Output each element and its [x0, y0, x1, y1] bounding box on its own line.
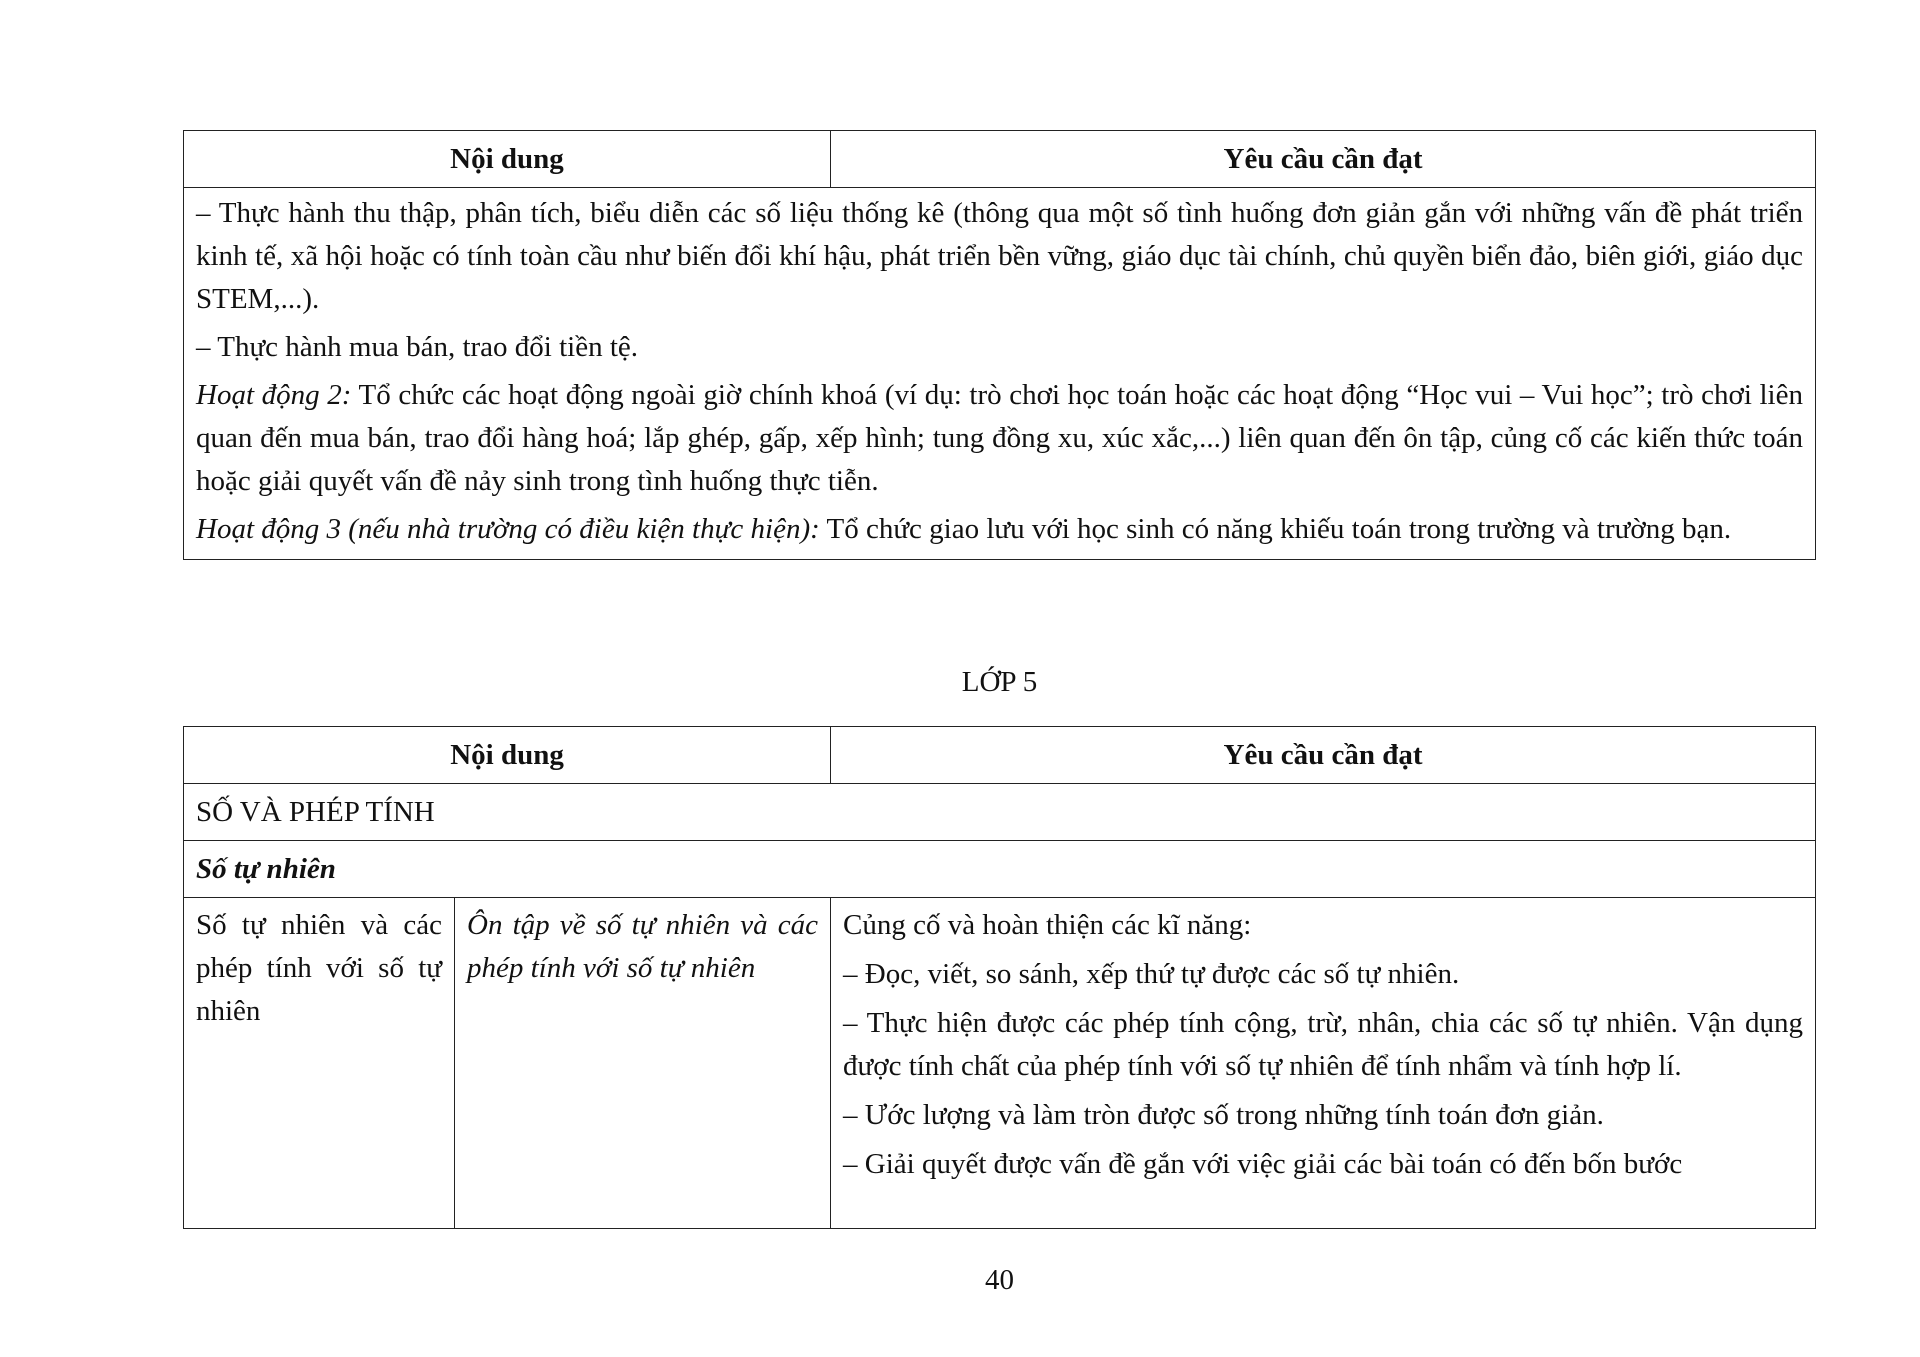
practice-trade-item: – Thực hành mua bán, trao đổi tiền tệ.: [196, 331, 639, 363]
activity-3-text: Tổ chức giao lưu với học sinh có năng khiếu toán trong trường và trường bạn.: [819, 513, 1732, 545]
practice-statistics-item: – Thực hành thu thập, phân tích, biểu diễn các số liệu thống kê (thông qua một số tình huống đơn giản gắn với những vấn đề phát triển kinh tế, xã hội hoặc có tính toàn cầu như biến đổi khí hậu, phát triển bền vững, giáo dục tài chính, chủ quyền biển đảo, biên giới, giáo dục STEM,...).: [196, 197, 1803, 315]
subsection-title: Số tự nhiên: [184, 841, 1816, 898]
activity-2: [196, 374, 1803, 503]
table-grade-4-continuation: [183, 130, 1816, 560]
table-row: [184, 898, 1816, 1229]
activity-3-label: Hoạt động 3 (nếu nhà trường có điều kiện thực hiện):: [196, 513, 820, 545]
requirement-item: – Đọc, viết, so sánh, xếp thứ tự được các số tự nhiên.: [843, 958, 1460, 990]
activity-2-label: Hoạt động 2:: [196, 379, 352, 411]
grade-title: LỚP 5: [961, 666, 1038, 698]
table-grade-5: [183, 726, 1816, 1229]
activities-cell: [184, 188, 1816, 560]
table-header-row: [184, 727, 1816, 784]
topic-text: Số tự nhiên và các phép tính với số tự nhiên: [196, 909, 442, 1027]
subtopic-cell: [455, 898, 831, 1229]
page-number: 40: [985, 1264, 1014, 1296]
table-row: [184, 188, 1816, 560]
table-row: [184, 841, 1816, 898]
table-header-row: [184, 131, 1816, 188]
activity-3: [196, 508, 1803, 551]
section-title: SỐ VÀ PHÉP TÍNH: [184, 784, 1816, 841]
subtopic-text: Ôn tập về số tự nhiên và các phép tính với số tự nhiên: [467, 909, 819, 984]
table-row: [184, 784, 1816, 841]
requirements-cell: [831, 898, 1816, 1229]
header-requirements: Yêu cầu cần đạt: [831, 727, 1816, 784]
activity-2-text: Tổ chức các hoạt động ngoài giờ chính khoá (ví dụ: trò chơi học toán hoặc các hoạt động “Học vui – Vui học”; trò chơi liên quan đến mua bán, trao đổi hàng hoá; lắp ghép, gấp, xếp hình; tung đồng xu, xúc xắc,...) liên quan đến ôn tập, củng cố các kiến thức toán hoặc giải quyết vấn đề nảy sinh trong tình huống thực tiễn.: [196, 379, 1803, 497]
requirement-intro: Củng cố và hoàn thiện các kĩ năng:: [843, 909, 1252, 941]
requirement-item: – Ước lượng và làm tròn được số trong những tính toán đơn giản.: [843, 1099, 1604, 1131]
requirement-item: – Thực hiện được các phép tính cộng, trừ, nhân, chia các số tự nhiên. Vận dụng được tính chất của phép tính với số tự nhiên để tính nhẩm và tính hợp lí.: [843, 1007, 1804, 1082]
topic-cell: [184, 898, 455, 1229]
header-content: Nội dung: [184, 727, 831, 784]
header-content: Nội dung: [184, 131, 831, 188]
header-requirements: Yêu cầu cần đạt: [831, 131, 1816, 188]
requirement-item: – Giải quyết được vấn đề gắn với việc giải các bài toán có đến bốn bước: [843, 1148, 1683, 1180]
